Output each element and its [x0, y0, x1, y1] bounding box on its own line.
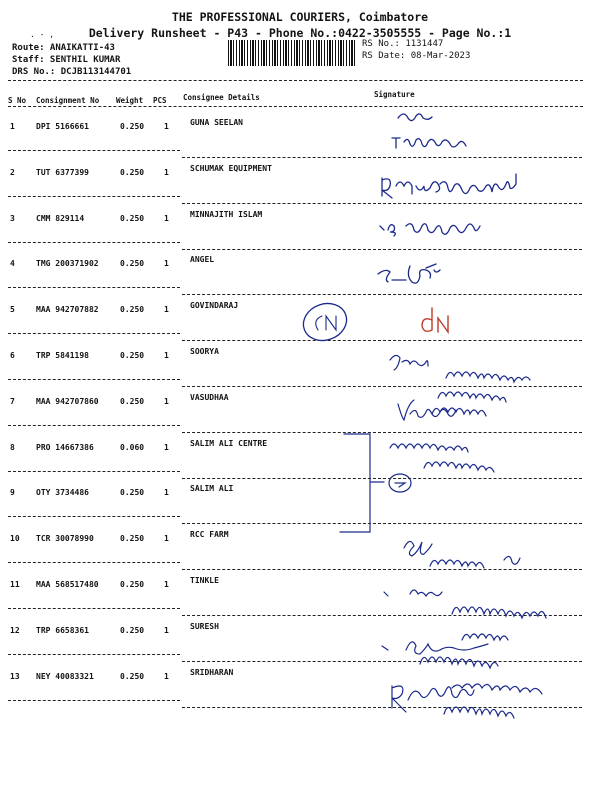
cell-consignment-no: PRO 14667386: [36, 443, 94, 452]
cell-consignee: TINKLE: [190, 576, 219, 585]
cell-weight: 0.060: [120, 443, 145, 452]
cell-sno: 3: [10, 214, 15, 223]
cell-weight: 0.250: [120, 672, 145, 681]
cell-weight: 0.250: [120, 214, 145, 223]
cell-sno: 2: [10, 168, 15, 177]
col-consignee: Consignee Details: [183, 93, 260, 102]
cell-consignment-no: DPI 5166661: [36, 122, 89, 131]
cell-consignee: GOVINDARAJ: [190, 301, 239, 310]
col-pcs: PCS: [153, 96, 167, 105]
cell-consignment-no: MAA 942707882: [36, 305, 99, 314]
cell-weight: 0.250: [120, 259, 145, 268]
rs-date: RS Date: 08-Mar-2023: [362, 51, 471, 61]
cell-sno: 9: [10, 488, 15, 497]
cell-consignment-no: CMM 829114: [36, 214, 85, 223]
cell-pcs: 1: [164, 122, 169, 131]
cell-consignment-no: MAA 942707860: [36, 397, 99, 406]
cell-sno: 6: [10, 351, 15, 360]
cell-sno: 11: [10, 580, 20, 589]
cell-consignment-no: TRP 6658361: [36, 626, 89, 635]
cell-consignee: SCHUMAK EQUIPMENT: [190, 164, 272, 173]
cell-weight: 0.250: [120, 580, 145, 589]
cell-pcs: 1: [164, 534, 169, 543]
cell-consignee: SALIM ALI CENTRE: [190, 439, 268, 448]
cell-consignee: GUNA SEELAN: [190, 118, 243, 127]
cell-weight: 0.250: [120, 626, 145, 635]
cell-pcs: 1: [164, 305, 169, 314]
cell-pcs: 1: [164, 259, 169, 268]
col-sno: S No: [8, 96, 27, 105]
scan-mark: . - ,: [30, 30, 55, 39]
drs-number: DRS No.: DCJB113144701: [12, 67, 132, 77]
cell-consignee: SALIM ALI: [190, 484, 234, 493]
cell-sno: 10: [10, 534, 20, 543]
cell-sno: 5: [10, 305, 15, 314]
cell-pcs: 1: [164, 672, 169, 681]
cell-consignee: SURESH: [190, 622, 219, 631]
cell-sno: 7: [10, 397, 15, 406]
cell-pcs: 1: [164, 214, 169, 223]
cell-consignee: MINNAJITH ISLAM: [190, 210, 263, 219]
cell-sno: 13: [10, 672, 20, 681]
cell-weight: 0.250: [120, 351, 145, 360]
cell-pcs: 1: [164, 580, 169, 589]
col-consignment: Consignment No: [36, 96, 100, 105]
cell-pcs: 1: [164, 351, 169, 360]
cell-consignment-no: MAA 568517480: [36, 580, 99, 589]
staff-label: Staff: SENTHIL KUMAR: [12, 55, 121, 65]
cell-consignment-no: TCR 30078990: [36, 534, 94, 543]
cell-consignee: RCC FARM: [190, 530, 229, 539]
cell-pcs: 1: [164, 397, 169, 406]
cell-sno: 12: [10, 626, 20, 635]
cell-sno: 8: [10, 443, 15, 452]
cell-pcs: 1: [164, 443, 169, 452]
cell-weight: 0.250: [120, 534, 145, 543]
col-weight: Weight: [116, 96, 144, 105]
cell-weight: 0.250: [120, 397, 145, 406]
cell-consignee: SOORYA: [190, 347, 219, 356]
cell-consignment-no: TUT 6377399: [36, 168, 89, 177]
cell-consignee: ANGEL: [190, 255, 215, 264]
cell-weight: 0.250: [120, 168, 145, 177]
cell-sno: 4: [10, 259, 15, 268]
cell-consignment-no: TMG 200371902: [36, 259, 99, 268]
cell-weight: 0.250: [120, 122, 145, 131]
cell-weight: 0.250: [120, 488, 145, 497]
route-label: Route: ANAIKATTI-43: [12, 43, 115, 53]
cell-consignee: SRIDHARAN: [190, 668, 234, 677]
col-signature: Signature: [374, 90, 415, 99]
cell-consignment-no: NEY 40083321: [36, 672, 94, 681]
runsheet-subtitle: Delivery Runsheet - P43 - Phone No.:0422-3505555 - Page No.:1: [88, 26, 512, 40]
cell-sno: 1: [10, 122, 15, 131]
cell-consignee: VASUDHAA: [190, 393, 229, 402]
rs-number: RS No.: 1131447: [362, 39, 444, 49]
cell-weight: 0.250: [120, 305, 145, 314]
cell-consignment-no: TRP 5841198: [36, 351, 89, 360]
runsheet-company-title: THE PROFESSIONAL COURIERS, Coimbatore: [171, 10, 429, 24]
cell-pcs: 1: [164, 626, 169, 635]
cell-pcs: 1: [164, 488, 169, 497]
cell-consignment-no: OTY 3734486: [36, 488, 89, 497]
cell-pcs: 1: [164, 168, 169, 177]
